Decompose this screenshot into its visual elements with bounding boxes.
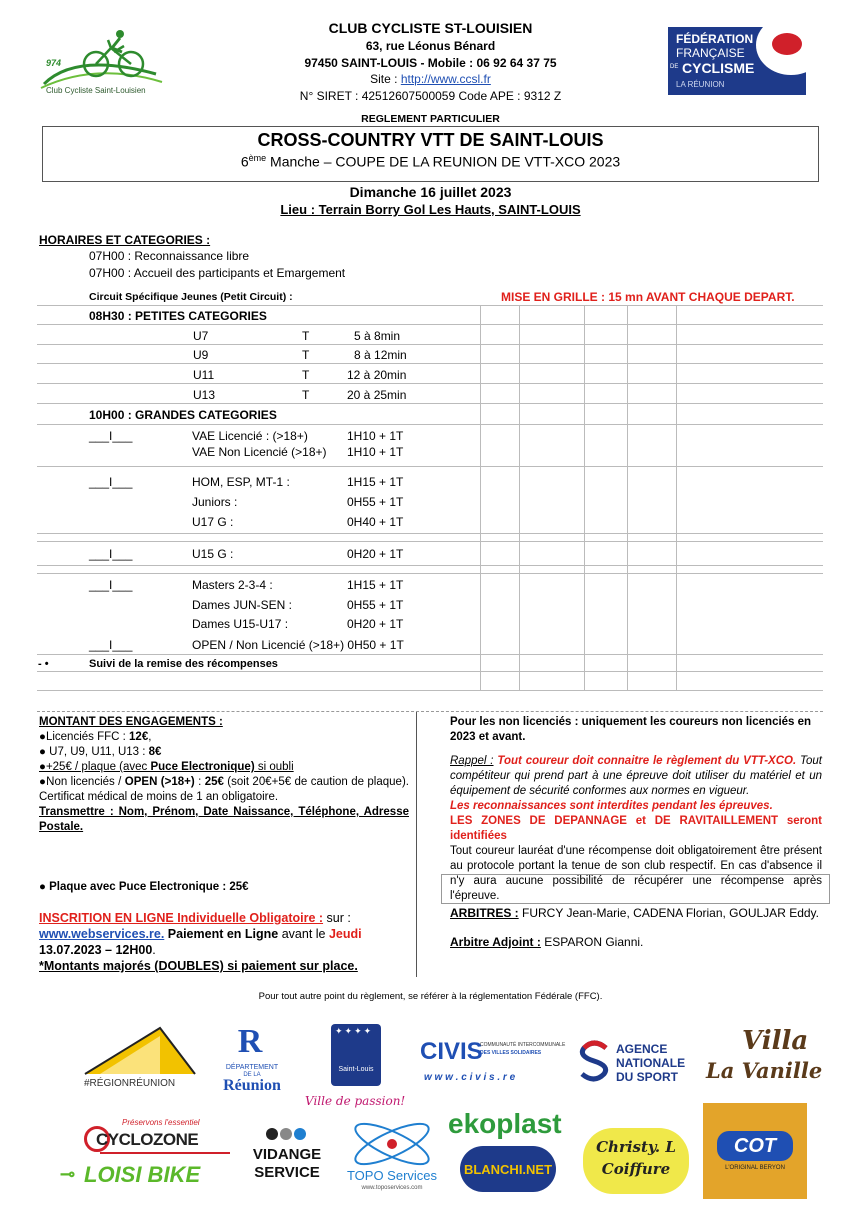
adjoint-name: ESPARON Gianni. xyxy=(540,935,644,949)
plaque-puce: ● Plaque avec Puce Electronique : 25€ xyxy=(39,881,249,893)
ffc-line1: FÉDÉRATION xyxy=(676,32,754,46)
civis-label: CIVIS xyxy=(420,1038,483,1065)
petites-t: T xyxy=(302,388,310,402)
region-triangle-icon xyxy=(80,1022,200,1078)
club-site-label: Site : xyxy=(370,72,401,86)
table-col xyxy=(676,305,677,690)
petites-t: T xyxy=(302,348,310,362)
grandes-dur: 0H20 + 1T xyxy=(347,617,404,631)
petites-cat: U11 xyxy=(193,368,215,382)
ville-passion: Ville de passion! xyxy=(305,1094,406,1108)
ans-line2: NATIONALE xyxy=(616,1056,686,1070)
table-col xyxy=(584,305,585,690)
cyclozone-label: CYCLOZONE xyxy=(96,1130,199,1149)
manche-rest: Manche – COUPE DE LA REUNION DE VTT-XCO 2023 xyxy=(266,153,621,170)
footer-note: Pour tout autre point du règlement, se référer à la réglementation Fédérale (FFC). xyxy=(258,991,603,1002)
table-line xyxy=(37,344,823,345)
table-line xyxy=(37,671,823,672)
club-name: CLUB CYCLISTE ST-LOUISIEN xyxy=(328,20,533,36)
vidange-dot-icon xyxy=(266,1128,278,1140)
ffc-line3: CYCLISME xyxy=(682,60,755,76)
sponsor-civis xyxy=(420,1038,566,1088)
grandes-cat: Masters 2-3-4 : xyxy=(192,578,273,592)
grandes-dur: 1H10 + 1T xyxy=(347,445,404,459)
club-site-link[interactable]: http://www.ccsl.fr xyxy=(400,72,491,86)
civis-url: w w w . c i v i s . r e xyxy=(424,1072,516,1083)
manche-num: 6 xyxy=(240,153,249,170)
ans-s-icon xyxy=(576,1040,612,1082)
cyclozone-underline xyxy=(100,1152,230,1154)
ffc-line4: LA RÉUNION xyxy=(676,80,725,89)
dept-line1: DÉPARTEMENT xyxy=(225,1064,279,1071)
table-line xyxy=(37,541,823,542)
civis-sub2: DES VILLES SOLIDAIRES xyxy=(480,1050,542,1056)
ans-line1: AGENCE xyxy=(616,1042,668,1056)
petites-label: 08H30 : PETITES CATEGORIES xyxy=(89,309,267,323)
grandes-blank: ___I___ xyxy=(89,429,133,443)
engagements-block xyxy=(39,715,409,835)
grandes-cat: Dames U15-U17 : xyxy=(192,617,289,631)
ffc-line2: FRANÇAISE xyxy=(676,46,745,60)
table-line xyxy=(37,403,823,404)
sponsor-vidange xyxy=(244,1128,330,1188)
sponsor-ekoplast: ekoplast xyxy=(448,1108,562,1139)
engagements-title: MONTANT DES ENGAGEMENTS : xyxy=(39,716,223,728)
grandes-cat: Dames JUN-SEN : xyxy=(192,598,293,612)
jeudi-label: Jeudi xyxy=(328,927,362,941)
grandes-cat: Juniors : xyxy=(192,495,238,509)
cyclozone-tag: Préservons l'essentiel xyxy=(122,1118,200,1127)
table-line xyxy=(37,533,823,534)
sponsor-departement xyxy=(214,1024,290,1098)
arbitres-label: ARBITRES : xyxy=(450,906,519,920)
engagements-line4: ●Non licenciés / OPEN (>18+) : 25€ (soit 20€+5€ de caution de plaque). Certificat médical de moins de 1 an obligatoire. xyxy=(39,776,409,803)
table-line xyxy=(37,573,823,574)
section-divider xyxy=(37,711,823,712)
vidange-dot-icon xyxy=(294,1128,306,1140)
grandes-dur: 0H40 + 1T xyxy=(347,515,404,529)
horaires-line2: 07H00 : Accueil des participants et Emargement xyxy=(89,266,346,280)
blank-box xyxy=(441,874,830,904)
inscription-sur: sur : xyxy=(323,911,351,925)
grandes-blank: ___I___ xyxy=(89,547,133,561)
column-divider xyxy=(416,712,417,977)
sponsor-villa-vanille xyxy=(706,1024,823,1090)
table-line xyxy=(37,424,823,425)
petites-cat: U9 xyxy=(193,348,209,362)
cot-sub: L'ORIGINAL BERYON xyxy=(725,1165,785,1171)
mise-en-grille: MISE EN GRILLE : 15 mn AVANT CHAQUE DEPART. xyxy=(501,290,795,304)
reglement-label: REGLEMENT PARTICULIER xyxy=(361,113,500,125)
vidange-line1: VIDANGE xyxy=(252,1146,322,1163)
grandes-blank: ___I___ xyxy=(89,475,133,489)
civis-sub1: COMMUNAUTÉ INTERCOMMUNALE xyxy=(480,1042,566,1048)
sponsor-saint-louis xyxy=(305,1024,405,1116)
loisi-label: LOISI BIKE xyxy=(84,1162,201,1187)
vidange-line2: SERVICE xyxy=(254,1164,320,1181)
event-date: Dimanche 16 juillet 2023 xyxy=(349,184,512,200)
topo-label: TOPO Services xyxy=(346,1168,438,1183)
table-line xyxy=(37,690,823,691)
table-line xyxy=(37,324,823,325)
grandes-dur: 1H10 + 1T xyxy=(347,429,404,443)
reconnaissances: Les reconnaissances sont interdites pendant les épreuves. xyxy=(450,800,773,812)
arbitre-adjoint xyxy=(450,935,643,949)
inscription-block xyxy=(39,910,409,974)
grandes-dur: 0H55 + 1T xyxy=(347,495,404,509)
christy-line2: Coiffure xyxy=(601,1160,671,1178)
rappel-red: Tout coureur doit connaitre le règlement du VTT-XCO. xyxy=(493,755,797,767)
grandes-cat: U17 G : xyxy=(192,515,234,529)
ffc-logo xyxy=(668,27,806,95)
table-line xyxy=(37,565,823,566)
grandes-cat: VAE Non Licencié (>18+) xyxy=(192,445,327,459)
sponsor-cot xyxy=(703,1103,807,1199)
sponsor-christy xyxy=(583,1128,689,1194)
engagements-line2: ● U7, U9, U11, U13 : 8€ xyxy=(39,746,162,758)
transmettre: Transmettre : Nom, Prénom, Date Naissance, Téléphone, Adresse Postale. xyxy=(39,806,409,833)
table-line xyxy=(37,654,823,655)
horaires-line1: 07H00 : Reconnaissance libre xyxy=(89,249,250,263)
petites-t: T xyxy=(302,329,310,343)
date-dot: . xyxy=(152,943,156,957)
table-line xyxy=(37,383,823,384)
date-limit: 13.07.2023 – 12H00 xyxy=(39,943,153,957)
table-col xyxy=(627,305,628,690)
petites-t: T xyxy=(302,368,310,382)
ans-line3: DU SPORT xyxy=(616,1070,679,1084)
event-title: CROSS-COUNTRY VTT DE SAINT-LOUIS xyxy=(257,130,604,150)
saint-louis-label: Saint-Louis xyxy=(338,1066,374,1073)
club-logo-text: Club Cycliste Saint-Louisien xyxy=(46,86,146,95)
grandes-dur: 0H20 + 1T xyxy=(347,547,404,561)
arbitres-names: FURCY Jean-Marie, CADENA Florian, GOULJAR Eddy. xyxy=(518,906,819,920)
horaires-title: HORAIRES ET CATEGORIES : xyxy=(39,233,211,247)
petites-cat: U13 xyxy=(193,388,216,402)
topo-url: www.toposervices.com xyxy=(361,1185,423,1191)
engagements-line3: ●+25€ / plaque (avec Puce Electronique) si oubli xyxy=(39,761,294,773)
table-col xyxy=(480,305,481,690)
table-line xyxy=(37,466,823,467)
grandes-cat: OPEN / Non Licencié (>18+) 0H50 + 1T xyxy=(192,638,404,652)
region-label: #RÉGIONRÉUNION xyxy=(84,1078,176,1089)
engagements-line1: ●Licenciés FFC : 12€, xyxy=(39,731,152,743)
table-line xyxy=(37,305,823,306)
suivi-bullet: - • xyxy=(38,658,49,670)
inscription-label: INSCRITION EN LIGNE Individuelle Obligatoire : xyxy=(39,911,324,925)
paiement-label: Paiement en Ligne xyxy=(164,927,279,941)
laureat: Tout coureur lauréat d'une récompense doit obligatoirement être présent au protocole portant la tenue de son club respectif. En cas d'absence il n'y aura aucune possibilité de récupérer une récompense après l'épreuve. xyxy=(450,845,822,902)
ffc-side: DE xyxy=(670,64,679,70)
sponsor-cyclozone xyxy=(60,1118,240,1194)
grandes-dur: 1H15 + 1T xyxy=(347,475,404,489)
saint-louis-badge xyxy=(331,1024,381,1086)
christy-line1: Christy. L xyxy=(596,1138,676,1156)
grandes-blank: ___I___ xyxy=(89,578,133,592)
villa-line2: La Vanille xyxy=(706,1058,823,1083)
adjoint-label: Arbitre Adjoint : xyxy=(450,935,541,949)
dept-line2: DE LA xyxy=(243,1072,261,1078)
blanchi-label: BLANCHI.NET xyxy=(463,1161,553,1177)
petites-dur: 8 à 12min xyxy=(354,348,407,362)
sponsor-topo xyxy=(340,1116,444,1196)
club-address1: 63, rue Léonus Bénard xyxy=(365,39,496,53)
avant-label: avant le xyxy=(278,927,329,941)
rappel-label: Rappel : xyxy=(450,755,494,767)
cot-label: COT xyxy=(733,1134,777,1157)
suivi-label: Suivi de la remise des récompenses xyxy=(89,658,278,670)
grandes-cat: HOM, ESP, MT-1 : xyxy=(192,475,290,489)
dept-r-icon: R xyxy=(237,1023,263,1060)
non-licencies: Pour les non licenciés : uniquement les coureurs non licenciés en 2023 et avant. xyxy=(450,716,812,743)
rappel-rest: Tout compétiteur qui prend part à une épreuve doit utiliser du matériel et un équipement de sécurité conformes aux normes en vigueur. xyxy=(450,755,823,797)
petites-dur: 12 à 20min xyxy=(347,368,407,382)
ffc-swoosh-red xyxy=(772,33,802,55)
grandes-label: 10H00 : GRANDES CATEGORIES xyxy=(89,408,277,422)
grandes-cat: U15 G : xyxy=(192,547,234,561)
vidange-dot-icon xyxy=(280,1128,292,1140)
grandes-dur: 0H55 + 1T xyxy=(347,598,404,612)
loisi-plug-icon: ⊸ xyxy=(60,1164,76,1184)
manche-sup: ème xyxy=(248,153,267,163)
topo-atom-icon xyxy=(340,1116,444,1170)
montants-majores: *Montants majorés (DOUBLES) si paiement sur place. xyxy=(39,959,358,973)
event-manche xyxy=(0,153,861,170)
grandes-blank: ___I___ xyxy=(89,638,133,652)
petites-dur: 20 à 25min xyxy=(347,388,407,402)
villa-line1: Villa xyxy=(742,1026,809,1056)
grandes-dur: 1H15 + 1T xyxy=(347,578,404,592)
table-line xyxy=(37,363,823,364)
club-siret: N° SIRET : 42512607500059 Code APE : 9312 Z xyxy=(299,89,562,103)
sponsor-region-reunion xyxy=(80,1022,200,1094)
grandes-cat: VAE Licencié : (>18+) xyxy=(192,429,308,443)
table-col xyxy=(519,305,520,690)
dept-line3: Réunion xyxy=(223,1077,281,1094)
arbitres xyxy=(450,906,819,920)
webservices-link[interactable]: www.webservices.re. xyxy=(39,927,165,941)
sponsor-ans xyxy=(576,1040,696,1088)
club-address2: 97450 SAINT-LOUIS - Mobile : 06 92 64 37 75 xyxy=(304,56,557,70)
cot-badge xyxy=(717,1131,793,1161)
petites-cat: U7 xyxy=(193,329,209,343)
club-logo-number: 974 xyxy=(46,58,62,68)
saint-louis-stars: ✦✦✦✦ xyxy=(335,1026,374,1036)
circuit-label: Circuit Spécifique Jeunes (Petit Circuit) : xyxy=(89,291,293,303)
zones: LES ZONES DE DEPANNAGE et DE RAVITAILLEMENT seront identifiées xyxy=(450,815,822,842)
petites-dur: 5 à 8min xyxy=(354,329,401,343)
event-lieu: Lieu : Terrain Borry Gol Les Hauts, SAINT-LOUIS xyxy=(280,202,581,217)
sponsor-blanchi xyxy=(460,1146,556,1192)
